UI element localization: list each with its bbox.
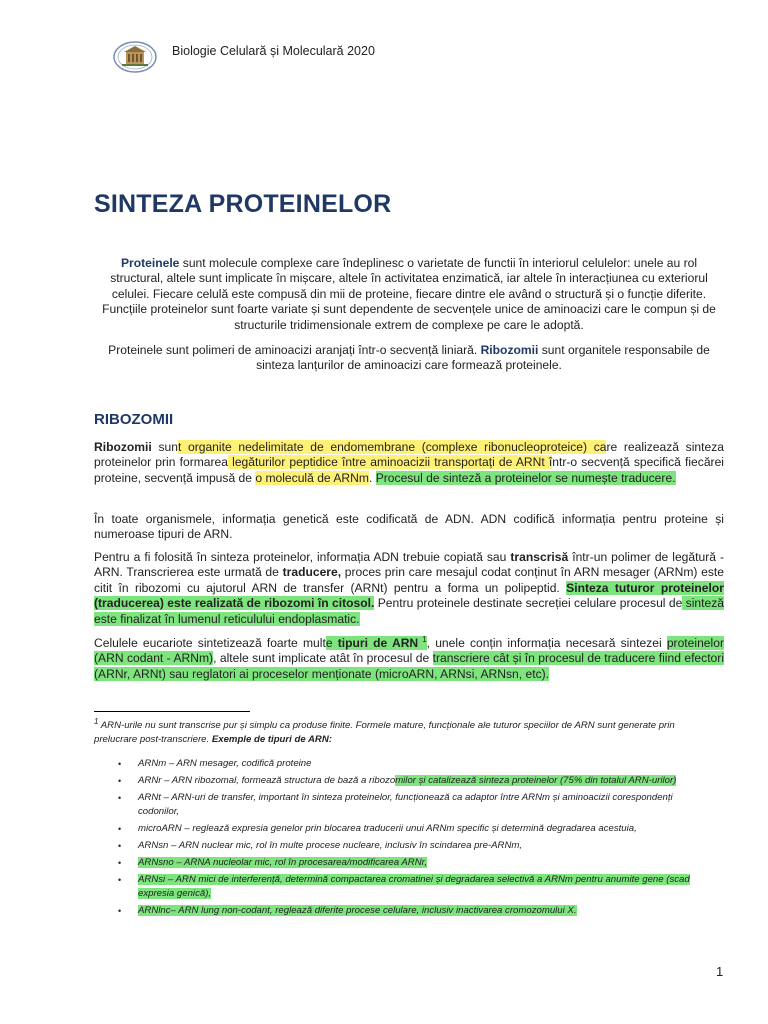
highlight-green: Procesul de sinteză a proteinelor se numește traducere. <box>375 470 676 485</box>
bullet-icon: • <box>118 793 122 803</box>
highlight-green: ARNsno – ARNA nucleolar mic, rol în procesarea/modificarea ARNr, <box>138 857 427 868</box>
footnote-number: 1 <box>94 716 99 726</box>
intro-paragraph-2: Proteinele sunt polimeri de aminoacizi aranjați într-o secvență liniară. Ribozomii sunt organitele responsabile de sinteza lanțurilor de aminoacizi care formează proteinele. <box>108 343 710 373</box>
highlight-green: ARNlnc– ARN lung non-codant, reglează diferite procese celulare, inclusiv inactivarea cromozomului X. <box>138 905 577 916</box>
list-item: • ARNm – ARN mesager, codifică proteine <box>118 758 312 769</box>
bullet-icon: • <box>118 906 122 916</box>
term-proteinele: Proteinele <box>120 256 180 270</box>
bullet-icon: • <box>118 858 122 868</box>
section-paragraph-2: În toate organismele, informația genetică este codificată de ADN. ADN codifică informația pentru proteine și numeroase tipuri de ARN. <box>94 512 724 542</box>
section-paragraph-1: Ribozomii sunt organite nedelimitate de endomembrane (complexe ribonucleoproteice) care realizează sinteza proteinelor prin formarea legăturilor peptidice între aminoacizii transportați de ARNt într-o secvență specifică fiecărei proteine, secvență impusă de o moleculă de ARNm. Procesul de sinteză a proteinelor se numește traducere. <box>94 440 724 485</box>
list-item: • microARN – reglează expresia genelor prin blocarea traducerii unui ARNm specific și determină degradarea acestuia, <box>118 823 637 834</box>
highlight-green: milor și catalizează sinteza proteinelor (75% din totalul ARN-urilor) <box>395 775 677 786</box>
list-item: • ARNr – ARN ribozomal, formează structura de bază a ribozomilor și catalizează sinteza proteinelor (75% din totalul ARN-urilor) <box>118 775 677 786</box>
bullet-icon: • <box>118 776 122 786</box>
highlight-green: proteinelor (ARN codant - ARNm) <box>94 636 724 666</box>
list-item <box>94 856 714 870</box>
section-heading: RIBOZOMII <box>94 411 174 428</box>
highlight-yellow: o moleculă de ARNm <box>255 470 369 485</box>
footnote-reference[interactable]: 1 <box>418 634 427 644</box>
page-title: SINTEZA PROTEINELOR <box>94 190 392 218</box>
list-item <box>94 873 714 901</box>
list-item <box>94 904 714 918</box>
highlight-green: ARNsi – ARN mici de interferență, determină compactarea cromatinei și degradarea selectivă a ARNm pentru anumite gene (scad expresia genică), <box>138 874 690 899</box>
section-paragraph-3: Pentru a fi folosită în sinteza proteinelor, informația ADN trebuie copiată sau transcrisă într-un polimer de legătură - ARN. Transcrierea este urmată de traducere, proces prin care mesajul codat conținut în ARN mesager (ARNm) este citit în ribozomi cu ajutorul ARN de transfer (ARNt) pentru a forma un polipeptid. Sinteza tuturor proteinelor (traducerea) este realizată de ribozomi în citosol. Pentru proteinele destinate secreției celulare procesul de sinteză este finalizat în lumenul reticulului endoplasmatic. <box>94 550 725 626</box>
university-logo <box>112 40 158 74</box>
highlight-green: sinteză este finalizat în lumenul reticulului endoplasmatic. <box>94 596 725 626</box>
highlight-green: Sinteza tuturor proteinelor (traducerea) este realizată de ribozomi în citosol. <box>94 580 724 611</box>
bullet-icon: • <box>118 759 122 769</box>
rna-types-list <box>94 757 714 921</box>
page-number: 1 <box>716 964 724 979</box>
footnote-text: $^1$ ARN-urile nu sunt transcrise pur și simplu ca produse finite. Formele mature, funcționale ale tuturor speciilor de ARN sunt generate prin prelucrare post-transcriere. Exemple de tipuri de ARN: <box>94 716 675 745</box>
header-title: Biologie Celulară și Moleculară 2020 <box>172 44 375 58</box>
highlight-yellow: legăturilor peptidice între aminoacizii transportați de ARNt î <box>228 455 553 470</box>
bullet-icon: • <box>118 841 122 851</box>
highlight-green: e tipuri de ARN $^1$ <box>325 634 427 650</box>
bullet-icon: • <box>118 824 122 834</box>
highlight-green: transcriere cât și în procesul de traducere fiind efectori (ARNr, ARNt) sau reglatori ai proceselor menționate (microARN, ARNsi, ARNsn, etc). <box>94 651 725 681</box>
highlight-yellow: t organite nedelimitate de endomembrane (complexe ribonucleoproteice) ca <box>177 440 607 454</box>
footnote-divider <box>94 711 250 712</box>
intro-paragraph-1: Proteinele sunt molecule complexe care îndeplinesc o varietate de functii în interiorul celulelor: unele au rol structural, altele sunt implicate în mișcare, altele în activitatea enzimatică, iar altele în interacțiunea cu exteriorul celulei. Fiecare celulă este compusă din mii de proteine, fiecare dintre ele având o structură și o funcție diferite. Funcțiile proteinelor sunt foarte variate și sunt dependente de secvențele unice de aminoacizi care le compun și de structurile tridimensionale extrem de complexe pe care le adoptă. <box>102 256 716 332</box>
list-item: • ARNt – ARN-uri de transfer, important în sinteza proteinelor, funcționează ca adaptor între ARNm și aminoacizii corespondenți codonilor, <box>118 792 673 817</box>
list-item: • ARNsn – ARN nuclear mic, rol în multe procese nucleare, inclusiv în scindarea pre-ARNm, <box>118 840 523 851</box>
term-ribozomii: Ribozomii <box>480 343 539 357</box>
bullet-icon: • <box>118 875 122 885</box>
section-paragraph-4: Celulele eucariote sintetizează foarte multe tipuri de ARN $^1$, unele conțin informația necesară sintezei proteinelor (ARN codant - ARNm), altele sunt implicate atât în procesul de transcriere cât și în procesul de traducere fiind efectori (ARNr, ARNt) sau reglatori ai proceselor menționate (microARN, ARNsi, ARNsn, etc). <box>94 634 725 681</box>
